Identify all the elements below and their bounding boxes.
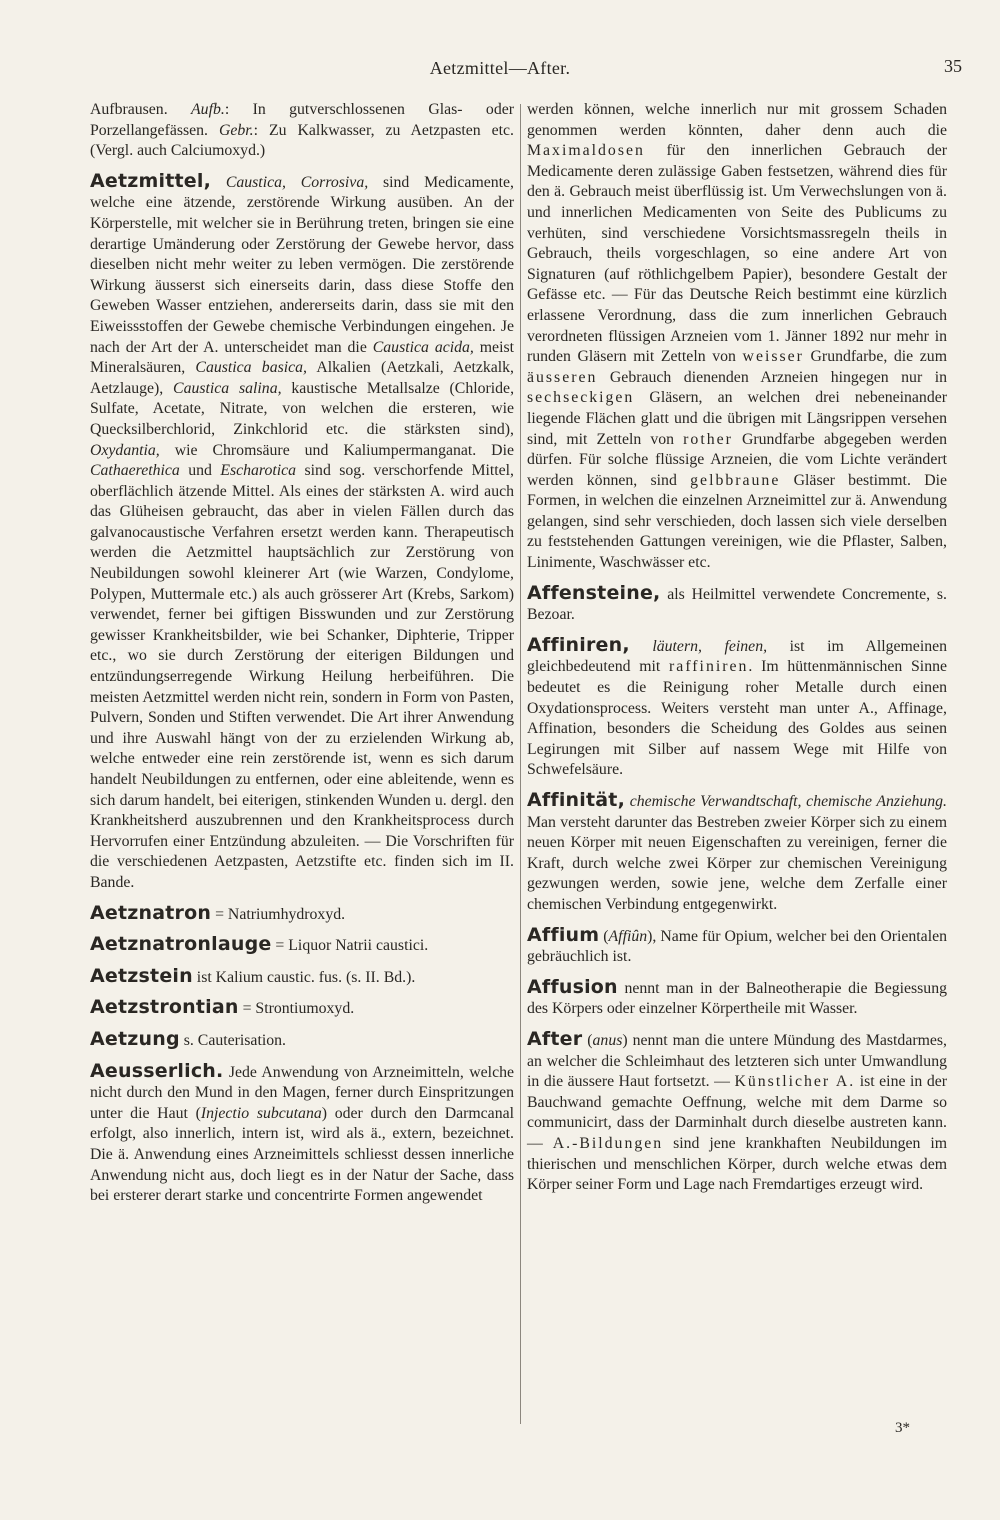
entry-text: Gebr. xyxy=(218,121,254,139)
headword: Aetzung xyxy=(90,1027,180,1050)
entry-text: sind jene krankhaften Neubildungen im thierischen und menschlichen Körper, durch welche etwas dem Körper seiner Form und Lage nach Fremdartiges erzeugt wird. xyxy=(527,1134,947,1194)
entry-text: Caustica basica, xyxy=(195,359,307,377)
entry-affiniren xyxy=(527,635,947,781)
entry-text: Gebrauch dienenden Arzneien hingegen nur in xyxy=(597,368,947,386)
entry-text: wie Chromsäure und Kaliumpermanganat. Die xyxy=(159,441,514,459)
headword: Affinität, xyxy=(527,789,625,811)
entry-text: ) nennt man die untere Mündung des Mastdarmes, an welcher die Schleimhaut des letzteren sich unter Umwandlung in die äussere Haut fortsetzt. — xyxy=(527,1031,947,1091)
entry-text: sind Medicamente, welche eine ätzende, zerstörende Wirkung ausüben. An der Körperstelle, mit welcher sie in Berührung treten, bringen sie eine derartige Umänderung oder Zerstörung der Gewebe hervor, dass dieselben nicht mehr weiter zu leben vermögen. Die zerstörende Wirkung äusserst sich einerseits darin, dass diese Stoffe den Geweben Wasser entziehen, andererseits darin, dass sie mit den Eiweissstoffen der Gewebe chemische Verbindungen eingehen. Je nach der Art der A. unterscheidet man die xyxy=(90,173,514,356)
entry-text: läutern, feinen, xyxy=(652,637,768,655)
headword: Aetznatronlauge xyxy=(90,933,272,956)
entry-text: ), Name für Opium, welcher bei den Orientalen gebräuchlich ist. xyxy=(527,927,947,966)
entry-text: . Im hüttenmännischen Sinne bedeutet es die Reinigung roher Metalle durch einen Oxydationsprocess. Weiters versteht man unter A., Affinage, Affination, besonders die Scheidung des Goldes aus seinen Legirungen mit Silber auf nassem Wege mit Hilfe von Schwefelsäure. xyxy=(527,658,948,779)
headword: Aetzmittel, xyxy=(90,169,212,192)
entry-affium xyxy=(527,925,947,968)
entry-text: Gläser bestimmt. Die Formen, in welchen die einzelnen Arzneimittel zur ä. Anwendung gelangen, sind sehr verschieden, doch lassen sich viele derselben zu feststehenden Gattungen vereinigen, wie die Pflaster, Salben, Linimente, Waschwässer etc. xyxy=(527,471,947,572)
entry-text: Caustica salina, xyxy=(173,379,282,397)
headword: Aetznatron xyxy=(90,901,212,924)
entry-text: : Zu Kalkwasser, zu Aetzpasten etc. (Vergl. auch Calciumoxyd.) xyxy=(90,121,514,160)
entry-text: Grundfarbe abgegeben werden dürfen. Für solche flüssige Arzneien, die vom Lichte verändert werden können, sind xyxy=(527,430,948,489)
headword: Aetzstein xyxy=(90,964,193,987)
entry-text: sind sog. verschorfende Mittel, oberflächlich ätzende Mittel. Als eines der stärksten A. wird auch das Glüheisen gebraucht, das aber in vielen Fällen durch das galvanocaustische Verfahren ersetzt werden kann. Therapeutisch werden die Aetzmittel hauptsächlich zur Zerstörung von Neubildungen sowohl kleinerer Art (wie Warzen, Condylome, Polypen, Muttermale etc.) als auch grösserer Art (Krebs, Sarkom) verwendet, ferner bei giftigen Bisswunden und zur Zerstörung gewisser Krankheitsbilder, wie bei Schanker, Diphterie, Tripper etc., wo sie durch Zerstörung der eiterigen Bildungen und entzündungserregende Wirkung Heilung herbeiführen. Die meisten Aetzmittel werden nicht rein, sondern in Form von Pasten, Pulvern, Sonden und Stiften verwendet. Die Art ihrer Anwendung und ihre Auswahl hängt von der zu erzielenden Wirkung ab, welche entweder eine rein zerstörende ist, wenn es sich darum handelt Neubildungen zu entfernen, oder eine ableitende, wenn es sich darum handelt, bei eiterigen, stinkenden Wunden u. dergl. den Krankheitsherd auszubrennen und den Krankheitsprocess durch Hervorrufen einer Entzündung abzuleiten. — Die Vorschriften für die verschiedenen Aetzpasten, Aetzstifte etc. finden sich im II. Bande. xyxy=(90,462,515,891)
entry-text: Künstlicher A. xyxy=(734,1073,856,1091)
signature-mark: 3* xyxy=(895,1420,910,1436)
entry-text: A.-Bildungen xyxy=(552,1134,664,1152)
entry-after xyxy=(527,1029,947,1196)
entry-aetznatronlauge xyxy=(90,934,514,957)
entry-text: raffiniren xyxy=(669,658,749,676)
entry-text: Aufbrausen. xyxy=(90,101,192,118)
headword: After xyxy=(527,1027,583,1050)
entry-aetzstrontian xyxy=(90,997,514,1020)
entry-text: sechseckigen xyxy=(527,389,635,407)
entry-text xyxy=(211,174,226,191)
entry-text: Cathaerethica xyxy=(90,462,180,480)
right-column xyxy=(527,100,947,1196)
entry-text: als Heilmittel verwendete Concremente, s. Bezoar. xyxy=(527,585,947,624)
entry-aufbrausen xyxy=(90,100,514,162)
headword: Affiniren, xyxy=(527,633,630,656)
entry-text: = Liquor Natrii caustici. xyxy=(271,937,429,955)
entry-affusion xyxy=(527,977,947,1020)
entry-text: äusseren xyxy=(527,368,598,386)
entry-text: Man versteht darunter das Bestreben zweier Körper sich zu einem neuen Körper mit neuen Eigenschaften zu vereinigen, ferner die Kraft, durch welche zwei Körper zur chemischen Vereinigung gezwungen werden, sowie jene, welche dem Zerfalle einer chemischen Verbindung entgegenwirkt. xyxy=(527,813,947,913)
running-title: Aetzmittel—After. xyxy=(429,58,571,78)
entry-aetzung xyxy=(90,1029,514,1052)
entry-aeusserlich xyxy=(90,1061,514,1207)
page-number: 35 xyxy=(944,56,962,76)
entry-text xyxy=(630,638,653,655)
headword: Affensteine, xyxy=(527,581,661,604)
entry-aetzstein xyxy=(90,966,514,989)
entry-text: Injectio subcutana xyxy=(200,1104,322,1122)
entry-text: Escharotica xyxy=(220,462,297,480)
entry-text: Maximaldosen xyxy=(527,142,645,160)
headword: Affusion xyxy=(527,975,618,998)
column-divider xyxy=(520,104,521,1424)
entry-text: ist Kalium caustic. fus. (s. II. Bd.). xyxy=(192,968,416,986)
entry-text: ist im Allgemeinen gleichbedeutend mit xyxy=(527,637,948,676)
entry-text: ist eine in der Bauchwand gemachte Oeffnung, welche mit dem Darme so communicirt, dass der Darminhalt durch dieselbe austreten kann. — xyxy=(527,1073,947,1152)
entry-text: für den innerlichen Gebrauch der Medicamente deren zulässige Gaben festsetzen, während dies für den ä. Gebrauch meist überflüssig ist. Um Verwechslungen von ä. und innerlichen Medicamenten von Seite des Publicums zu verhüten, sind verschiedene Vorsichtsmassregeln theils in Gebrauch, theils vorgeschlagen, so eine andere Art von Signaturen (auf röthlichgelbem Papier), besondere Gestalt der Gefässe etc. — Für das Deutsche Reich bestimmt eine kürzlich erlassene Verordnung, dass die zum innerlichen Gebrauch verordneten flüssigen Arzneien vom 1. Jänner 1892 nur mehr in runden Gläsern mit Zetteln von xyxy=(527,142,947,366)
entry-text: ( xyxy=(599,927,609,945)
entry-text: nennt man in der Balneotherapie die Begiessung des Körpers oder einzelner Körpertheile mit Wasser. xyxy=(527,979,947,1018)
headword: Aeusserlich. xyxy=(90,1059,224,1082)
entry-text: = Natriumhydroxyd. xyxy=(211,905,346,923)
entry-text: meist Mineralsäuren, xyxy=(90,338,514,377)
page-header xyxy=(0,58,1000,86)
left-column xyxy=(90,100,514,1207)
entry-text: Alkalien (Aetzkali, Aetzkalk, Aetzlauge), xyxy=(90,359,514,397)
entry-text: Affiûn xyxy=(608,927,648,945)
entry-text: werden können, welche innerlich nur mit grossem Schaden genommen werden könnten, daher denn auch die xyxy=(527,101,947,139)
headword: Aetzstrontian xyxy=(90,996,239,1019)
entry-aetzmittel xyxy=(90,171,514,894)
entry-text: Oxydantia, xyxy=(90,441,160,459)
entry-text: kaustische Metallsalze (Chloride, Sulfate, Acetate, Nitrate, von welchen die ersteren, wie Quecksilberchlorid, Zinkchlorid etc. die stärksten sind), xyxy=(90,379,515,438)
entry-aeusserlich-cont xyxy=(527,100,947,574)
entry-text: chemische Verwandtschaft, chemische Anziehung. xyxy=(629,793,948,810)
entry-text: ) oder durch den Darmcanal erfolgt, also innerlich, intern ist, wird als ä., extern, bezeichnet. Die ä. Anwendung eines Arzneimittels schliesst dessen innerliche Anwendung nicht aus, doch liegt es in der Natur der Sache, dass bei ersterer derart starke und concentrirte Formen angewendet xyxy=(90,1104,514,1205)
entry-text: Caustica, Corrosiva, xyxy=(225,173,369,191)
entry-affensteine xyxy=(527,583,947,626)
entry-text: Grundfarbe, die zum xyxy=(803,348,947,366)
entry-text: Aufb. xyxy=(191,101,225,118)
entry-text: rother xyxy=(683,430,733,448)
entry-text: weisser xyxy=(742,348,804,366)
entry-text: ( xyxy=(582,1031,593,1049)
entry-text: anus xyxy=(592,1031,623,1049)
entry-affinitaet xyxy=(527,790,947,916)
entry-text: Jede Anwendung von Arzneimitteln, welche nicht durch den Mund in den Magen, ferner durch Einspritzungen unter die Haut ( xyxy=(90,1063,514,1122)
entry-text: gelbbraune xyxy=(690,471,781,489)
entry-text: = Strontiumoxyd. xyxy=(238,1000,355,1018)
entry-text: : In gutverschlossenen Glas- oder Porzellangefässen. xyxy=(90,101,514,139)
entry-text: Gläsern, an welchen drei nebeneinander liegende Flächen glatt und die übrigen mit Längsrippen versehen sind, mit Zetteln von xyxy=(527,389,947,448)
headword: Affium xyxy=(527,923,600,946)
entry-aetznatron xyxy=(90,903,514,926)
entry-text: und xyxy=(179,462,221,480)
entry-text: Caustica acida, xyxy=(372,338,474,356)
entry-text: s. Cauterisation. xyxy=(179,1031,286,1049)
